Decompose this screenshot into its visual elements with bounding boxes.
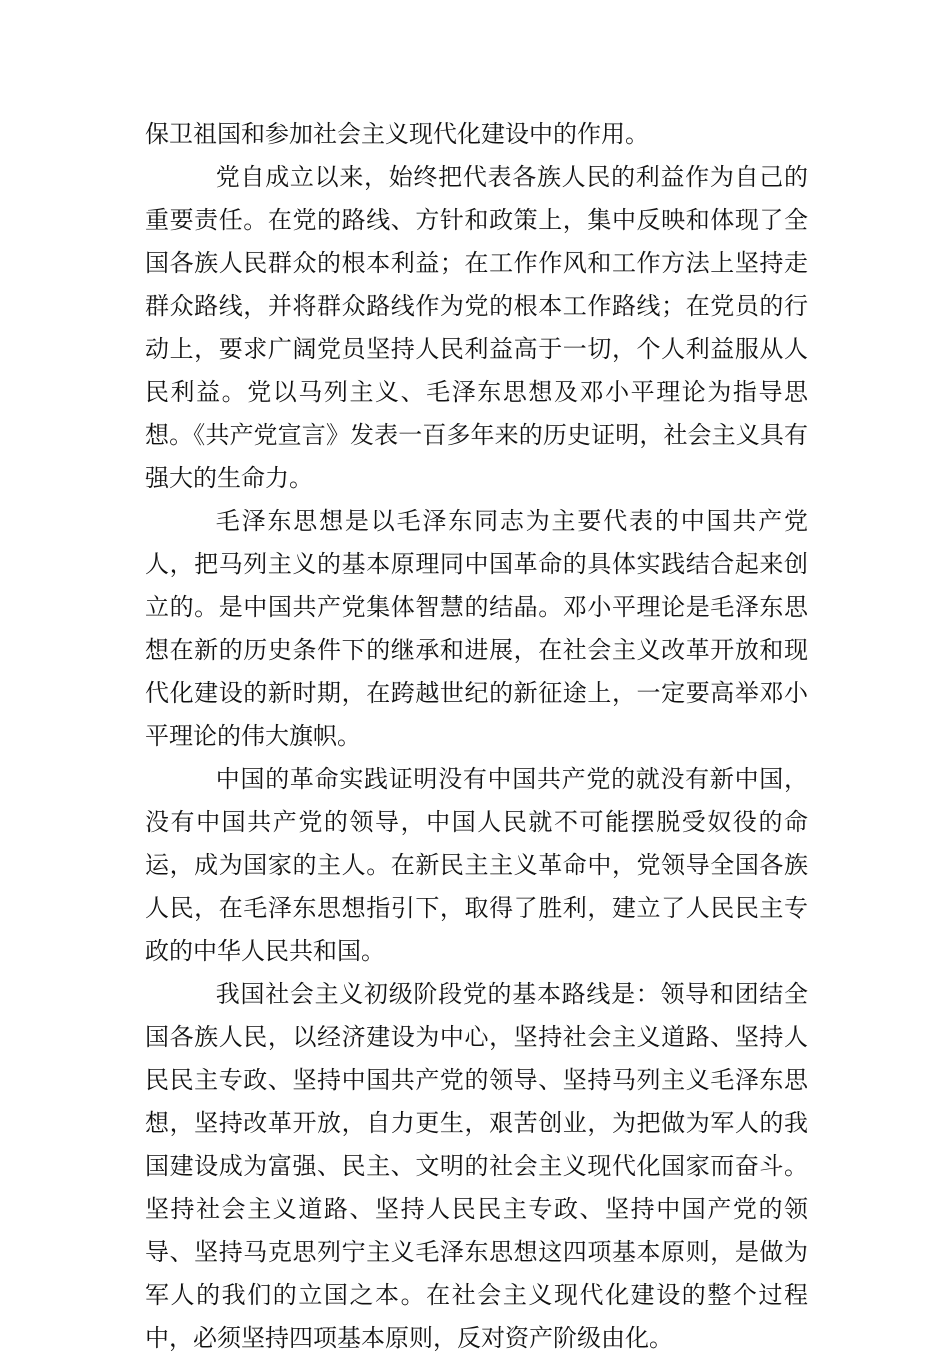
paragraph-continued: 保卫祖国和参加社会主义现代化建设中的作用。 xyxy=(145,120,649,148)
paragraph-party-interests: 党自成立以来，始终把代表各族人民的利益作为自己的重要责任。在党的路线、方针和政策上，集中反映和体现了全国各族人民群众的根本利益；在工作作风和工作方法上坚持走群众路线，并将群众路线作为党的根本工作路线；在党员的行动上，要求广阔党员坚持人民利益高于一切，个人利益服从人民利益。党以马列主义、毛泽东思想及邓小平理论为指导思想。《共产党宣言》发表一百多年来的历史证明，社会主义具有强大的生命力。 xyxy=(145,163,808,492)
paragraph-basic-line: 我国社会主义初级阶段党的基本路线是：领导和团结全国各族人民，以经济建设为中心，坚持社会主义道路、坚持人民民主专政、坚持中国共产党的领导、坚持马列主义毛泽东思想，坚持改革开放，自力更生，艰苦创业，为把做为军人的我国建设成为富强、民主、文明的社会主义现代化国家而奋斗。坚持社会主义道路、坚持人民民主专政、坚持中国产党的领导、坚持马克思列宁主义毛泽东思想这四项基本原则，是做为军人的我们的立国之本。在社会主义现代化建设的整个过程中，必须坚持四项基本原则，反对资产阶级由化。 xyxy=(145,980,808,1352)
document-body xyxy=(145,113,808,1360)
paragraph-mao-thought: 毛泽东思想是以毛泽东同志为主要代表的中国共产党人，把马列主义的基本原理同中国革命的具体实践结合起来创立的。是中国共产党集体智慧的结晶。邓小平理论是毛泽东思想在新的历史条件下的继承和进展，在社会主义改革开放和现代化建设的新时期，在跨越世纪的新征途上，一定要高举邓小平理论的伟大旗帜。 xyxy=(145,507,808,750)
paragraph-revolution-practice: 中国的革命实践证明没有中国共产党的就没有新中国，没有中国共产党的领导，中国人民就不可能摆脱受奴役的命运，成为国家的主人。在新民主主义革命中，党领导全国各族人民，在毛泽东思想指引下，取得了胜利，建立了人民民主专政的中华人民共和国。 xyxy=(145,765,808,965)
